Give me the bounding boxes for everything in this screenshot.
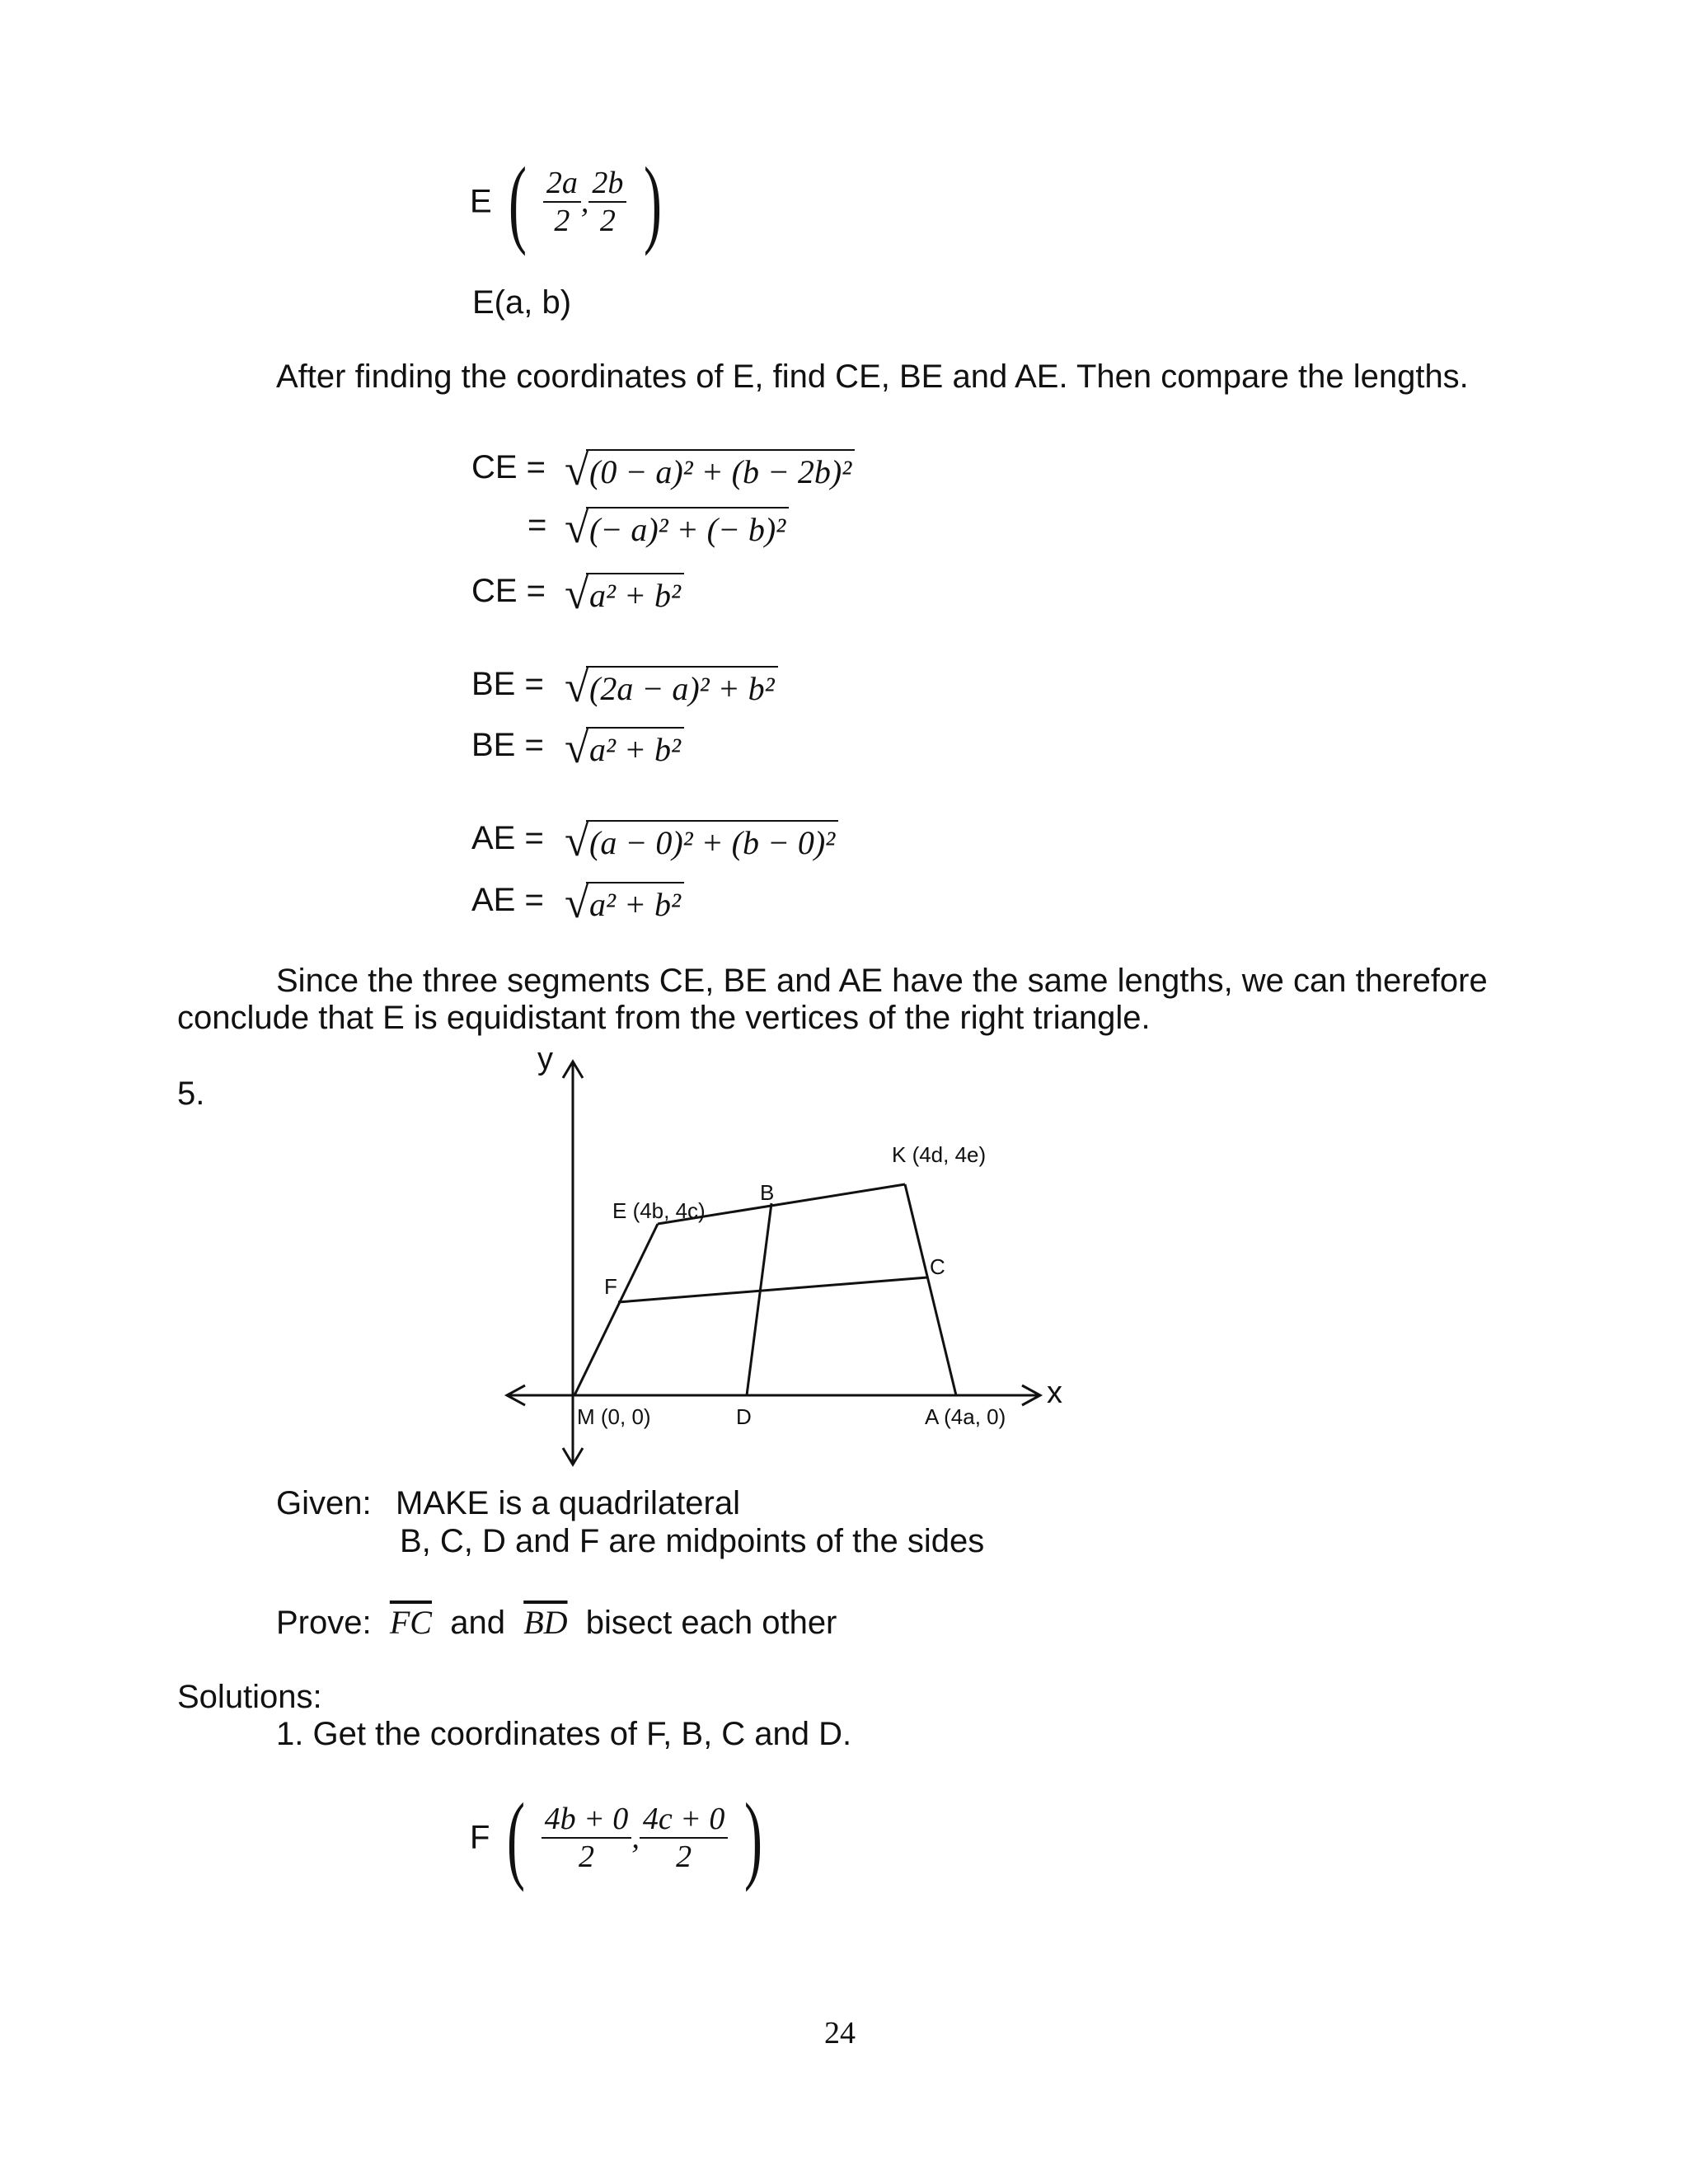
be-label-2: BE = — [471, 727, 544, 763]
x-axis-label: x — [1047, 1376, 1062, 1410]
segment-bd-label: $\overline{BD}$ — [523, 1604, 568, 1641]
e-result: E(a, b) — [472, 284, 572, 321]
prove-statement — [276, 1603, 837, 1642]
sqrt: √ a² + b² — [565, 727, 684, 769]
right-paren: ) — [744, 1783, 763, 1892]
radicand: (2a − a)² + b² — [586, 666, 778, 708]
ae-label-2: AE = — [471, 882, 544, 918]
ce-label-2: = — [528, 507, 547, 543]
sqrt: √ (a − 0)² + (b − 0)² — [565, 820, 838, 862]
prove-rest: bisect each other — [585, 1605, 837, 1641]
point-k-label: K (4d, 4e) — [892, 1142, 987, 1167]
sqrt: √ a² + b² — [565, 573, 684, 615]
comma: , — [631, 1821, 640, 1855]
numerator: 2b — [588, 165, 626, 203]
radicand: (− a)² + (− b)² — [586, 507, 789, 549]
side-ka — [905, 1184, 956, 1395]
page-number: 24 — [824, 2016, 856, 2050]
ce-label-3: CE = — [471, 573, 546, 609]
fraction-1 — [542, 1801, 632, 1875]
f-prefix: F — [470, 1819, 490, 1856]
left-paren: ( — [508, 147, 527, 256]
denominator: 2 — [599, 204, 616, 238]
given-line-1: MAKE is a quadrilateral — [396, 1485, 740, 1521]
numerator: 4c + 0 — [640, 1801, 729, 1839]
item-number: 5. — [177, 1076, 205, 1112]
be-label-1: BE = — [471, 666, 544, 702]
conclusion-line-2: conclude that E is equidistant from the vertices of the right triangle. — [177, 1000, 1151, 1036]
f-midpoint-formula — [470, 1783, 770, 1892]
solutions-label: Solutions: — [177, 1679, 322, 1715]
ae-label-1: AE = — [471, 820, 544, 856]
sqrt: √ a² + b² — [565, 882, 684, 924]
numerator: 4b + 0 — [542, 1801, 632, 1839]
step-1: 1. Get the coordinates of F, B, C and D. — [276, 1716, 852, 1752]
right-paren: ) — [643, 147, 662, 256]
point-e-label: E (4b, 4c) — [612, 1198, 706, 1223]
point-b-label: B — [760, 1180, 775, 1205]
point-d-label: D — [736, 1404, 752, 1429]
sqrt: √ (− a)² + (− b)² — [565, 507, 789, 549]
instruction-text: After finding the coordinates of E, find CE, BE and AE. Then compare the lengths. — [276, 359, 1469, 395]
e-prefix: E — [470, 183, 492, 220]
given-line-2: B, C, D and F are midpoints of the sides — [400, 1523, 985, 1559]
comma: , — [580, 185, 589, 219]
radicand: (0 − a)² + (b − 2b)² — [586, 449, 855, 491]
segment-bd — [747, 1203, 771, 1395]
numerator: 2a — [543, 165, 581, 203]
fraction-2 — [640, 1801, 729, 1875]
y-axis-label: y — [537, 1042, 553, 1076]
and-word: and — [450, 1605, 505, 1641]
point-a-label: A (4a, 0) — [925, 1404, 1006, 1429]
radicand: a² + b² — [586, 727, 684, 769]
point-c-label: C — [930, 1254, 945, 1279]
ce-label-1: CE = — [471, 449, 546, 485]
given-label: Given: — [276, 1485, 372, 1521]
denominator: 2 — [554, 204, 570, 238]
left-paren: ( — [506, 1783, 525, 1892]
denominator: 2 — [676, 1840, 692, 1874]
sqrt: √ (2a − a)² + b² — [565, 666, 778, 708]
conclusion-line-1: Since the three segments CE, BE and AE have the same lengths, we can therefore — [276, 963, 1488, 999]
point-f-label: F — [604, 1274, 617, 1299]
side-me — [574, 1224, 658, 1395]
point-m-label: M (0, 0) — [577, 1404, 651, 1429]
denominator: 2 — [578, 1840, 594, 1874]
radicand: a² + b² — [586, 573, 684, 615]
radicand: (a − 0)² + (b − 0)² — [586, 820, 838, 862]
segment-fc-label: $\overline{FC}$ — [389, 1604, 432, 1641]
sqrt: √ (0 − a)² + (b − 2b)² — [565, 449, 855, 491]
prove-label: Prove: — [276, 1605, 372, 1641]
segment-fc — [618, 1277, 927, 1302]
radicand: a² + b² — [586, 882, 684, 924]
